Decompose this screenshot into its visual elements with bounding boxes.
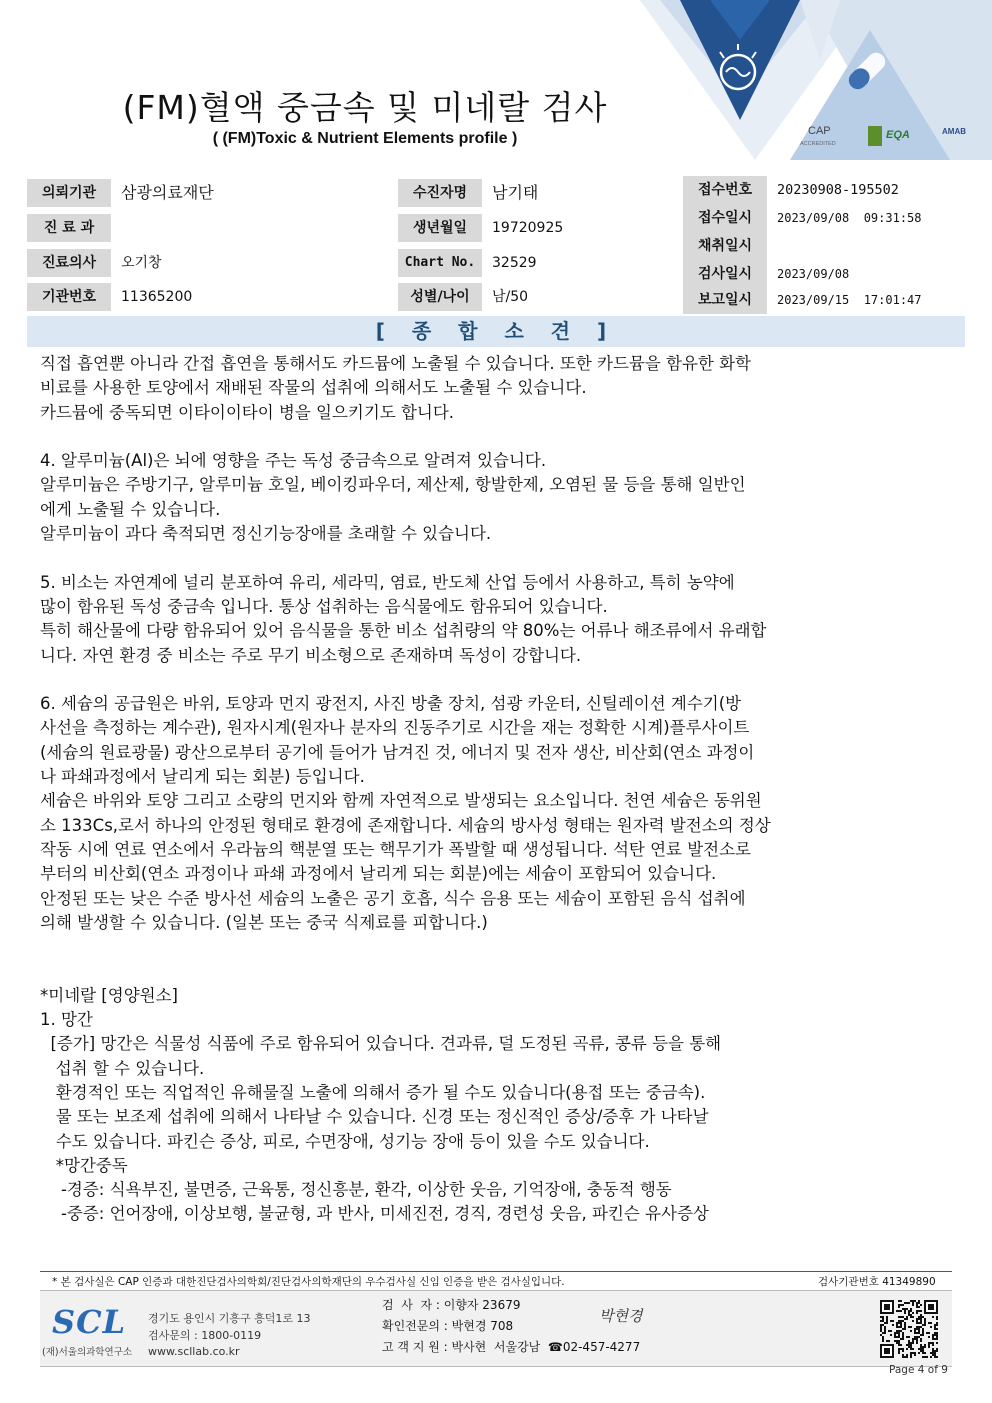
label-doctor: 진료의사 [27,249,111,277]
footer-address: 경기도 용인시 기흥구 흥덕1로 13 [148,1312,311,1325]
summary-line [40,959,960,983]
summary-line [40,425,960,449]
summary-line: -경증: 식욕부진, 불면증, 근육통, 정신흥분, 환각, 이상한 웃음, 기억장애, 충동적 행동 [40,1180,672,1200]
value-patient-name: 남기태 [484,179,676,207]
value-dob: 19720925 [484,214,676,242]
summary-line: *미네랄 [영양원소] [40,985,178,1005]
summary-line [40,546,960,570]
label-dob: 생년월일 [398,214,482,242]
amab-logo: AMAB [942,127,966,136]
signature: 박현경 [599,1307,643,1325]
summary-line: 사선을 측정하는 계수관), 원자시계(원자나 분자의 진동주기로 시간을 재는 정확한 시계)플루사이트 [40,718,750,738]
summary-line: 4. 알루미늄(Al)은 뇌에 영향을 주는 독성 중금속으로 알려져 있습니다. [40,451,547,471]
value-collect-date [769,232,965,260]
label-receipt-no: 접수번호 [683,176,767,204]
summary-line: 나 파쇄과정에서 날리게 되는 회분) 등입니다. [40,767,365,787]
summary-line: 특히 해산물에 다량 함유되어 있어 음식물을 통한 비소 섭취량의 약 80%는 어류나 해조류에서 유래합 [40,621,767,641]
summary-line: 안정된 또는 낮은 수준 방사선 세슘의 노출은 공기 호흡, 식수 음용 또는 세슘이 포함된 음식 섭취에 [40,888,746,908]
summary-line: 6. 세슘의 공급원은 바위, 토양과 먼지 광전지, 사진 방출 장치, 섬광 카운터, 신틸레이션 계수기(방 [40,694,742,714]
summary-line: 카드뮴에 중독되면 이타이이타이 병을 일으키기도 합니다. [40,402,455,422]
summary-line [40,668,960,692]
cap-logo: CAP [808,125,831,137]
scl-logo-caption: (재)서울의과학연구소 [42,1347,133,1358]
summary-line: 소 133Cs,로서 하나의 안정된 형태로 환경에 존재합니다. 세슘의 방사성 형태는 원자력 발전소의 정상 [40,815,771,835]
label-receipt-date: 접수일시 [683,204,767,232]
header-decoration [640,0,992,160]
summary-line: 부터의 비산회(연소 과정이나 파쇄 과정에서 날리게 되는 회분)에는 세슘이 포함되어 있습니다. [40,864,717,884]
summary-line: *망간중독 [40,1155,128,1175]
value-institution: 삼광의료재단 [113,179,393,207]
label-test-date: 검사일시 [683,260,767,288]
svg-text:ACCREDITED: ACCREDITED [800,141,836,147]
report-subtitle: ( (FM)Toxic & Nutrient Elements profile ) [212,130,518,147]
summary-line: 환경적인 또는 직업적인 유해물질 노출에 의해서 증가 될 수도 있습니다(용접 또는 중금속). [40,1082,706,1102]
summary-line: 작동 시에 연료 연소에서 우라늄의 핵분열 또는 핵무기가 폭발할 때 생성됩니다. 석탄 연료 발전소로 [40,839,751,859]
footer-confirmer: 확인전문의 : 박현경 708 [382,1319,514,1333]
summary-line: 1. 망간 [40,1010,93,1030]
summary-line: 섭취 할 수 있습니다. [40,1058,205,1078]
eqa-logo: EQA [886,129,910,141]
value-receipt-no: 20230908-195502 [769,176,965,204]
summary-line: (세슘의 원료광물) 광산으로부터 공기에 들어가 남겨진 것, 에너지 및 전자 생산, 비산회(연소 과정이 [40,742,755,762]
value-report-date: 2023/09/15 17:01:47 [769,286,965,314]
scl-logo: SCL [52,1303,127,1341]
report-title: (FM)혈액 중금속 및 미네랄 검사 [122,88,608,127]
summary-line: 직접 흡연뿐 아니라 간접 흡연을 통해서도 카드뮴에 노출될 수 있습니다. 또한 카드뮴을 함유한 화학 [40,354,751,373]
label-department: 진 료 과 [27,214,111,242]
value-chart-no: 32529 [484,249,676,277]
footer-support: 고 객 지 원 : 박사현 서울강남 ☎02-457-4277 [382,1340,641,1354]
label-institution: 의뢰기관 [27,179,111,207]
label-sex-age: 성별/나이 [398,283,482,311]
summary-line: 많이 함유된 독성 중금속 입니다. 통상 섭취하는 음식물에도 함유되어 있습니다. [40,596,608,616]
footer-certification-note: * 본 검사실은 CAP 인증과 대한진단검사의학회/진단검사의학재단의 우수검사실 신임 인증을 받은 검사실입니다. [52,1276,565,1288]
footer-phone: 검사문의 : 1800-0119 [148,1329,262,1342]
value-test-date: 2023/09/08 [769,260,965,288]
summary-line: 물 또는 보조제 섭취에 의해서 나타날 수 있습니다. 신경 또는 정신적인 증상/증후 가 나타날 [40,1107,709,1127]
summary-line [40,935,960,959]
value-institution-no: 11365200 [113,283,393,311]
footer-website[interactable]: www.scllab.co.kr [148,1345,240,1358]
summary-heading: [ 종 합 소 견 ] [27,316,965,347]
summary-line: 세슘은 바위와 토양 그리고 소량의 먼지와 함께 자연적으로 발생되는 요소입니다. 천연 세슘은 동위원 [40,791,762,811]
label-collect-date: 채취일시 [683,232,767,260]
summary-line: 알루미늄이 과다 축적되면 정신기능장애를 초래할 수 있습니다. [40,524,492,544]
value-sex-age: 남/50 [484,283,676,311]
summary-line: 니다. 자연 환경 중 비소는 주로 무기 비소형으로 존재하며 독성이 강합니다. [40,645,582,665]
label-report-date: 보고일시 [683,286,767,314]
summary-line: 알루미늄은 주방기구, 알루미늄 호일, 베이킹파우더, 제산제, 항발한제, 오염된 물 등을 통해 일반인 [40,475,746,495]
footer-registration-no: 검사기관번호 41349890 [818,1276,936,1288]
summary-line: 비료를 사용한 토양에서 재배된 작물의 섭취에 의해서도 노출될 수 있습니다. [40,378,587,398]
qr-code-icon [880,1300,938,1358]
footer-divider [40,1271,952,1272]
summary-line: 5. 비소는 자연계에 널리 분포하여 유리, 세라믹, 염료, 반도체 산업 등에서 사용하고, 특히 농약에 [40,572,735,592]
footer-tester: 검 사 자 : 이향자 23679 [382,1298,521,1312]
label-chart-no: Chart No. [398,249,482,277]
summary-body [40,352,960,1227]
page-number: Page 4 of 9 [889,1364,948,1376]
label-patient-name: 수진자명 [398,179,482,207]
summary-line: 의해 발생할 수 있습니다. (일본 또는 중국 식제료를 피합니다.) [40,912,488,932]
value-receipt-date: 2023/09/08 09:31:58 [769,204,965,232]
summary-line: 수도 있습니다. 파킨슨 증상, 피로, 수면장애, 성기능 장애 등이 있을 수도 있습니다. [40,1131,650,1151]
value-doctor: 오기창 [113,249,393,277]
value-department [113,214,393,242]
label-institution-no: 기관번호 [27,283,111,311]
summary-line: -중증: 언어장애, 이상보행, 불균형, 과 반사, 미세진전, 경직, 경련성 웃음, 파킨슨 유사증상 [40,1204,709,1224]
summary-line: 에게 노출될 수 있습니다. [40,499,221,519]
summary-line: [증가] 망간은 식물성 식품에 주로 함유되어 있습니다. 견과류, 덜 도정된 곡류, 콩류 등을 통해 [40,1034,722,1054]
